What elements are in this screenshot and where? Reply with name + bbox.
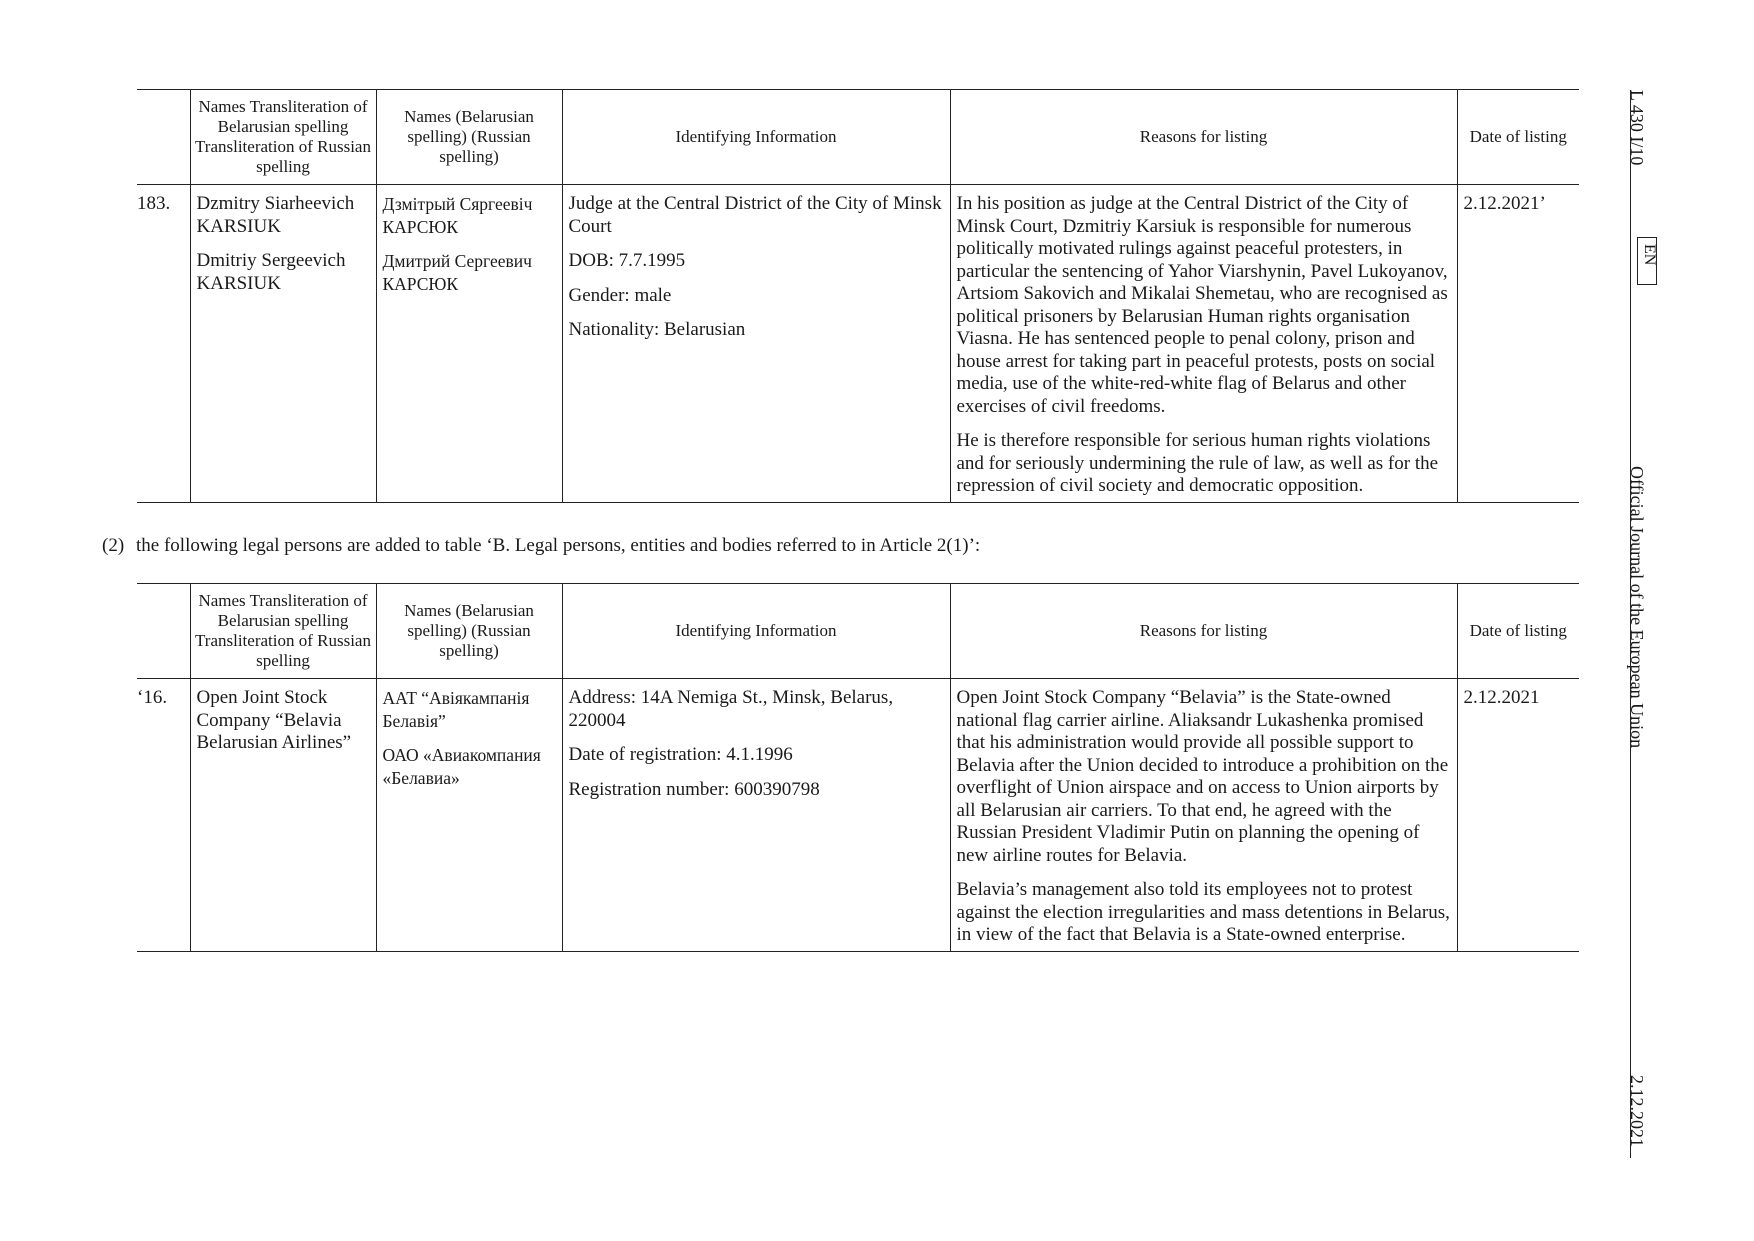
header-reasons-for-listing: Reasons for listing [950,584,1457,679]
header-names-native: Names (Belarusian spelling) (Russian spelling) [376,584,562,679]
name-russian: ОАО «Авиакомпания «Белавиа» [382,745,541,788]
listing-table-natural-persons [137,89,1579,503]
header-names-transliteration: Names Transliteration of Belarusian spelling Transliteration of Russian spelling [190,90,376,185]
entry-number: ‘16. [137,679,190,952]
table-row [137,185,1579,503]
table-header-row [137,584,1579,679]
reason-paragraph: He is therefore responsible for serious human rights violations and for seriously undermining the rule of law, as well as for the repression of civil society and democratic opposition. [956,430,1439,496]
reasons-cell [950,185,1457,503]
identifying-address: Address: 14A Nemiga St., Minsk, Belarus, 220004 [568,687,894,731]
date-of-listing: 2.12.2021 [1457,679,1579,952]
publication-date: 2.12.2021 [1627,1075,1647,1147]
reason-paragraph: Open Joint Stock Company “Belavia” is the State-owned national flag carrier airline. Aliaksandr Lukashenka promised that his administration would provide all possible support to Belavia after the Union decided to introduce a prohibition on the overflight of Union airspace and on access to Union airports by all Belarusian air carriers. To that end, he agreed with the Russian President Vladimir Putin on planning the opening of new airline routes for Belavia. [956,687,1449,866]
date-of-listing: 2.12.2021’ [1457,185,1579,503]
identifying-nationality: Nationality: Belarusian [568,319,746,340]
name-belarusian: ААТ “Авіякампанія Белавія” [382,688,530,731]
table-header-row [137,90,1579,185]
reason-paragraph: In his position as judge at the Central District of the City of Minsk Court, Dzmitriy Karsiuk is responsible for numerous politically motivated rulings against peaceful protesters, in particular the sentencing of Yahor Viarshynin, Pavel Lukoyanov, Artsiom Sakovich and Mikalai Shemetau, who are recognised as political prisoners by Belarusian Human rights organisation Viasna. He has sentenced people to penal colony, prison and house arrest for taking part in peaceful protests, posts on social media, use of the white-red-white flag of Belarus and other exercises of civil freedoms. [956,193,1448,417]
name-transliteration: Open Joint Stock Company “Belavia Belarusian Airlines” [196,687,352,753]
name-russian: Дмитрий Сергеевич КАРСЮК [382,251,532,294]
header-identifying-information: Identifying Information [562,584,950,679]
names-native-cell [376,679,562,952]
identifying-registration-number: Registration number: 600390798 [568,778,820,800]
header-date-of-listing: Date of listing [1457,90,1579,185]
table-row [137,679,1579,952]
journal-title: Official Journal of the European Union [1627,466,1647,749]
identifying-registration-date: Date of registration: 4.1.1996 [568,744,793,765]
language-box [1637,237,1657,285]
header-number [137,584,190,679]
reason-paragraph: Belavia’s management also told its employees not to protest against the election irregularities and mass detentions in Belarus, in view of the fact that Belavia is a State-owned enterprise. [956,879,1450,945]
identifying-gender: Gender: male [568,284,672,306]
page-reference: L 430 I/10 [1627,90,1647,166]
header-names-transliteration: Names Transliteration of Belarusian spelling Transliteration of Russian spelling [190,584,376,679]
names-native-cell [376,185,562,503]
header-number [137,90,190,185]
listing-table-legal-persons [137,583,1579,952]
identifying-information-cell [562,185,950,503]
name-russian-translit: Dmitriy Sergeevich KARSIUK [196,250,346,294]
entry-number: 183. [137,185,190,503]
header-identifying-information: Identifying Information [562,90,950,185]
name-belarusian-translit: Dzmitry Siarheevich KARSIUK [196,193,355,237]
margin-rule [1630,90,1631,1158]
identifying-information-cell [562,679,950,952]
header-reasons-for-listing: Reasons for listing [950,90,1457,185]
name-belarusian: Дзмітрый Сяргеевіч КАРСЮК [382,194,533,237]
names-transliteration-cell [190,679,376,952]
amendment-intro [102,534,980,558]
amendment-number: (2) [102,535,125,556]
amendment-text: the following legal persons are added to table ‘B. Legal persons, entities and bodies referred to in Article 2(1)’: [136,535,981,556]
identifying-position: Judge at the Central District of the City of Minsk Court [568,193,942,237]
language-code: EN [1641,244,1658,266]
identifying-dob: DOB: 7.7.1995 [568,250,686,271]
reasons-cell [950,679,1457,952]
names-transliteration-cell [190,185,376,503]
header-names-native: Names (Belarusian spelling) (Russian spelling) [376,90,562,185]
header-date-of-listing: Date of listing [1457,584,1579,679]
